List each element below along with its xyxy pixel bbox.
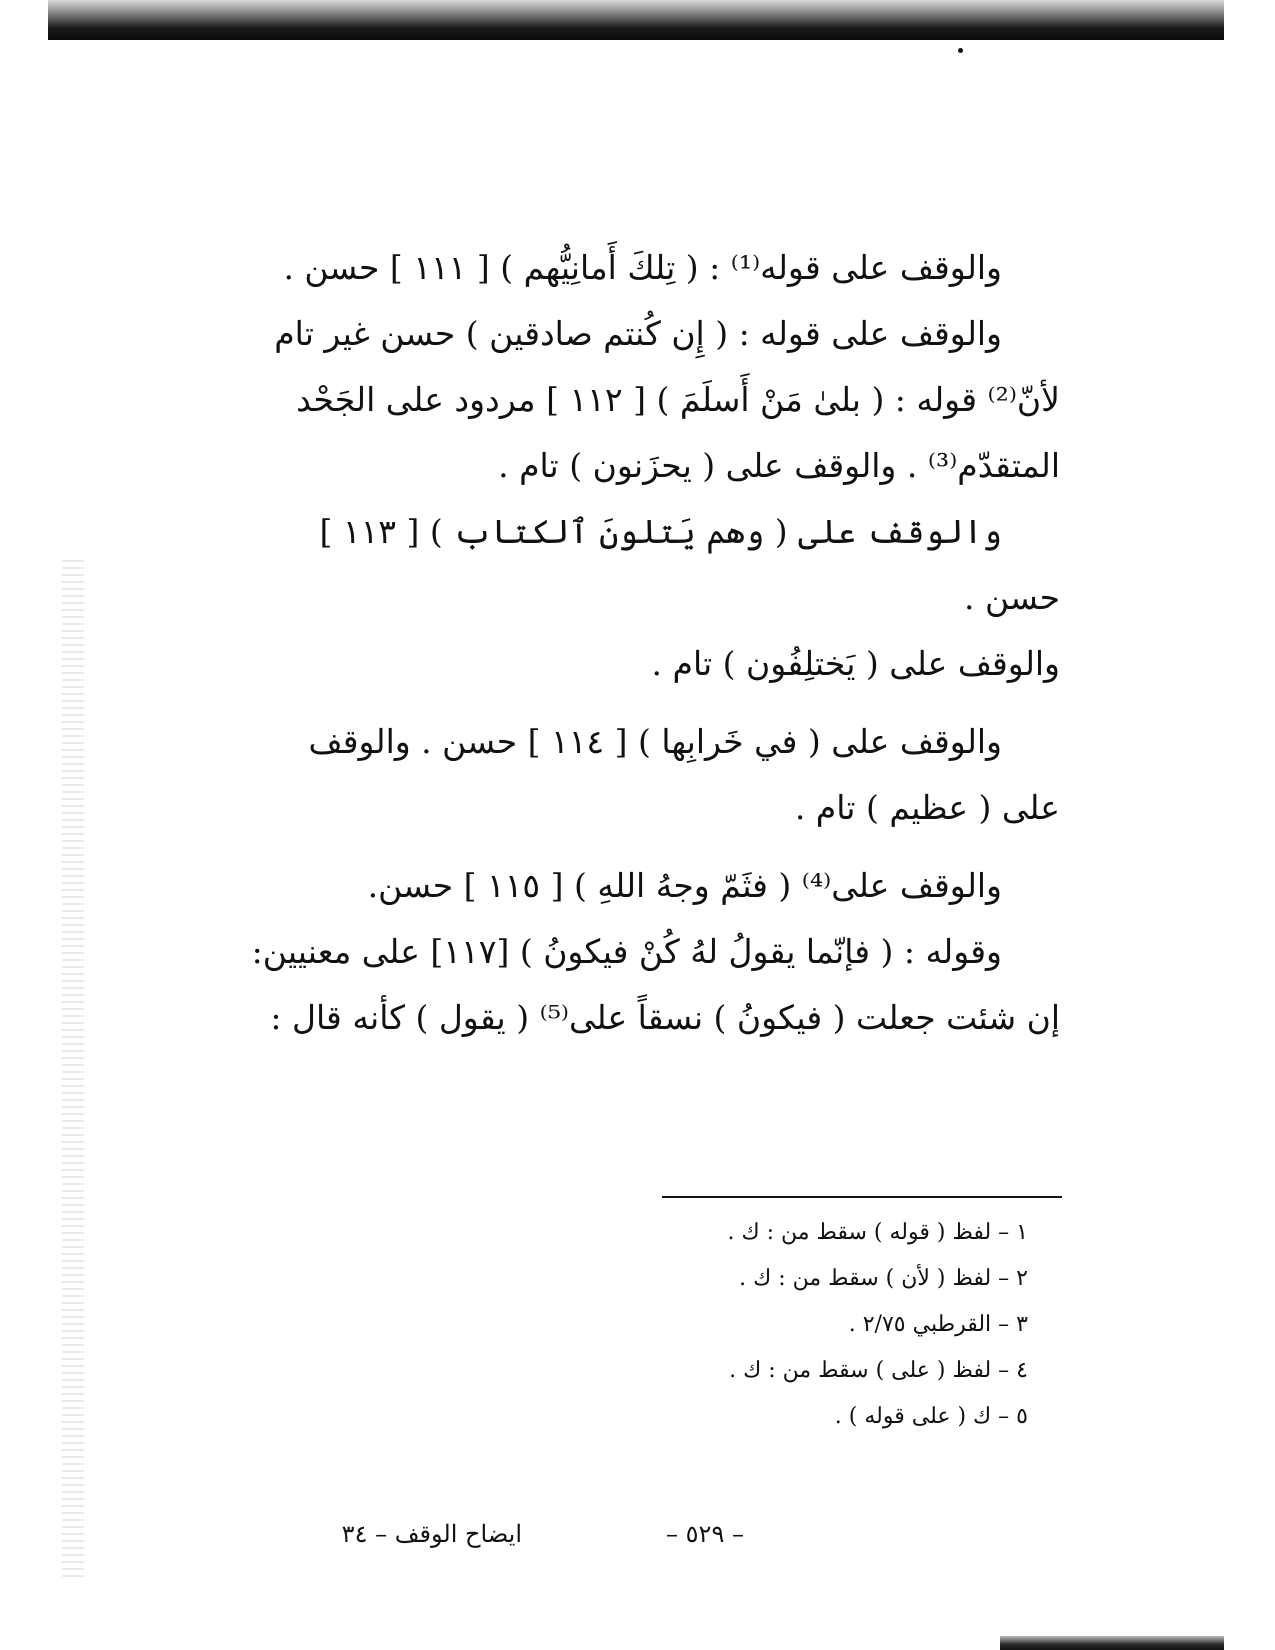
paragraph-5: والوقف على ( في خَرابِها ) [ ١١٤ ] حسن . والوقف على ( عظيم ) تام . bbox=[308, 722, 1060, 827]
paragraph-4: والوقف على ( يَختلِفُون ) تام . bbox=[651, 644, 1060, 683]
paragraph-7: وقوله : ( فإنّما يقولُ لهُ كُنْ فيكونُ ) [١١٧] على معنيين: إن شئت جعلت ( فيكونُ ) نسقاً على⁽⁵⁾ ( يقول ) كأنه قال : bbox=[251, 932, 1060, 1037]
footnote-1: ١ – لفظ ( قوله ) سقط من : ك . bbox=[727, 1220, 1028, 1245]
scan-left-edge bbox=[62, 560, 84, 1580]
paragraph-3: والوقف على ( وهم يَتلونَ ٱلكتاب ) [ ١١٣ ] حسن . bbox=[319, 512, 1060, 617]
footnote-2: ٢ – لفظ ( لأن ) سقط من : ك . bbox=[739, 1266, 1028, 1291]
footnote-4: ٤ – لفظ ( على ) سقط من : ك . bbox=[729, 1358, 1028, 1383]
signature-mark: ايضاح الوقف – ٣٤ bbox=[341, 1520, 522, 1548]
footnote-3: ٣ – القرطبي ٢/٧٥ . bbox=[848, 1312, 1028, 1337]
paragraph-6: والوقف على⁽⁴⁾ ( فثَمّ وجهُ اللهِ ) [ ١١٥ ] حسن. bbox=[367, 866, 1002, 905]
footnote-separator bbox=[662, 1196, 1062, 1198]
main-text bbox=[250, 235, 1060, 1051]
scan-bottom-edge bbox=[1000, 1636, 1224, 1650]
page-number: – ٥٢٩ – bbox=[666, 1520, 744, 1548]
scan-speck bbox=[958, 48, 963, 53]
paragraph-1: والوقف على قوله⁽¹⁾ : ( تِلكَ أَمانِيُّهم ) [ ١١١ ] حسن . bbox=[283, 248, 1002, 287]
paragraph-2: والوقف على قوله : ( إِن كُنتم صادقين ) حسن غير تام لأنّ⁽²⁾ قوله : ( بلىٰ مَنْ أَسلَمَ ) [ ١١٢ ] مردود على الجَحْد المتقدّم⁽³⁾ . والوقف على ( يحزَنون ) تام . bbox=[274, 314, 1060, 485]
footnotes bbox=[600, 1210, 1028, 1440]
footnote-5: ٥ – ك ( على قوله ) . bbox=[834, 1404, 1028, 1429]
scan-top-edge bbox=[48, 0, 1224, 40]
